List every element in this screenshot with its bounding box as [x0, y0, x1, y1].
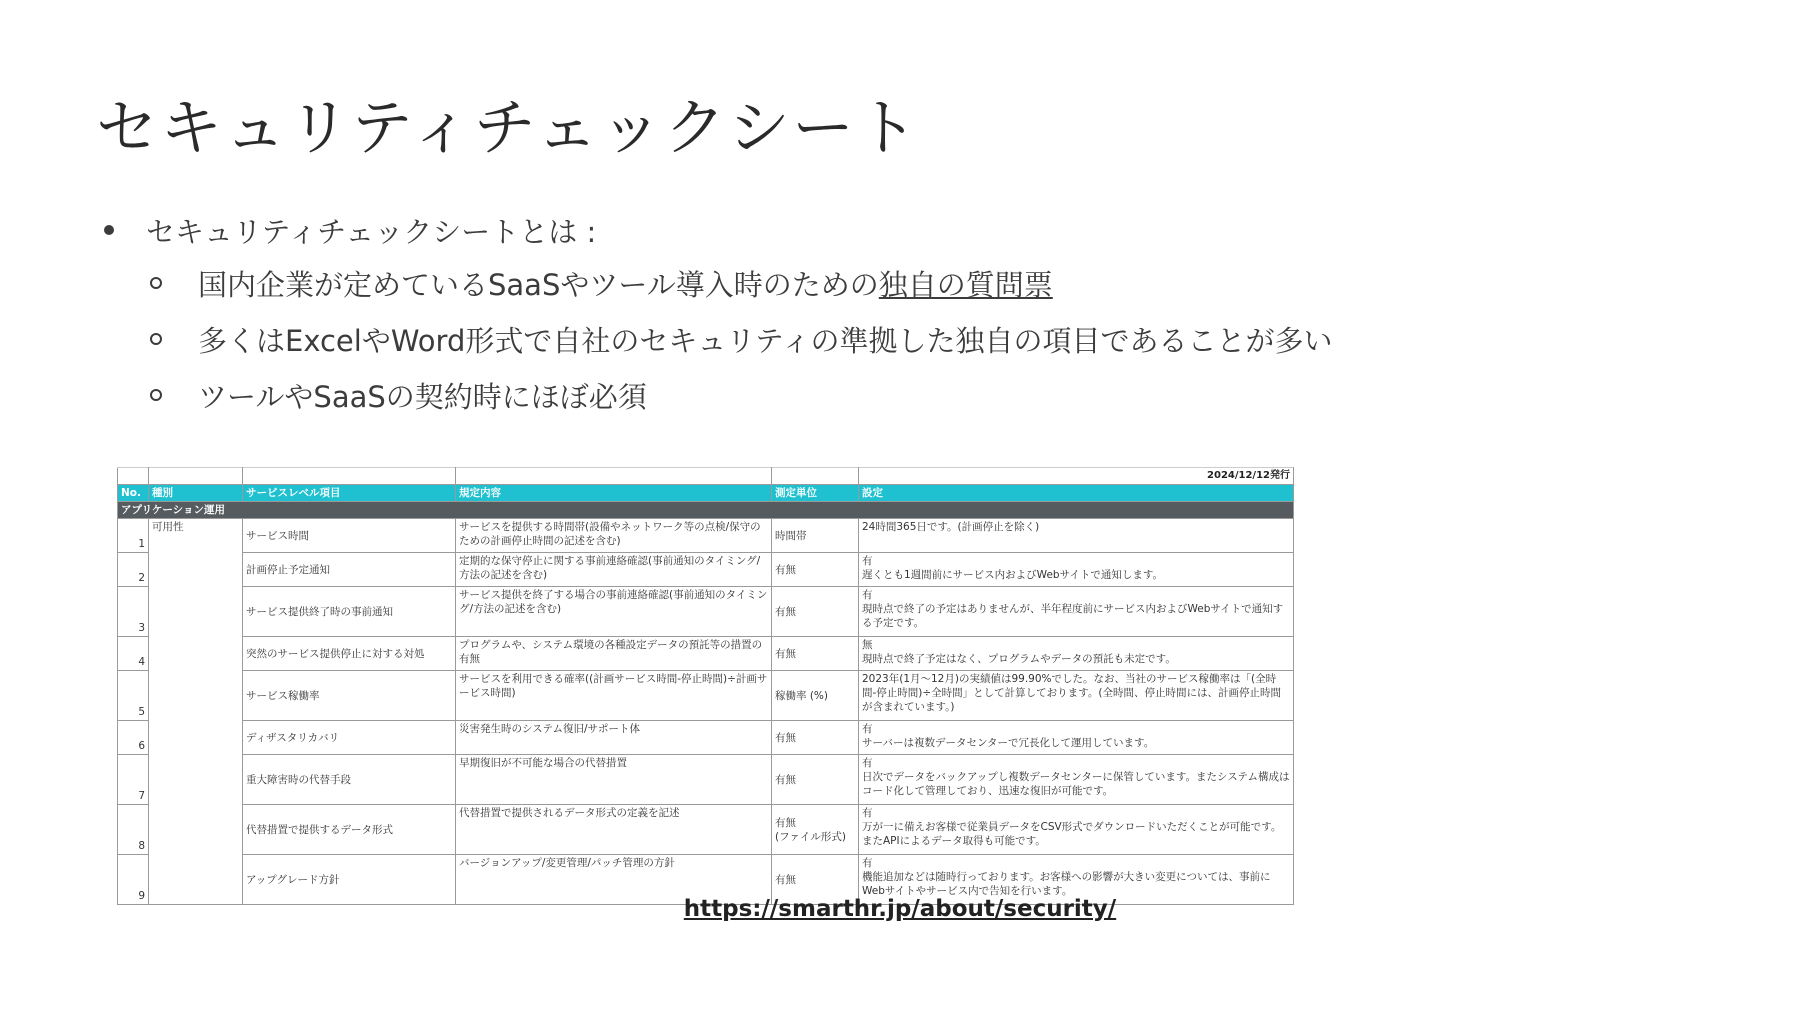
row-number-cell: 6 — [118, 721, 149, 755]
bullet-item — [100, 205, 1700, 255]
category-cell: 可用性 — [149, 519, 243, 905]
description-cell: サービスを提供する時間帯(設備やネットワーク等の点検/保守のための計画停止時間の記述を含む) — [456, 519, 772, 553]
table-row — [118, 637, 1294, 671]
setting-cell: 有 サーバーは複数データセンターで冗長化して運用しています。 — [859, 721, 1294, 755]
description-cell: 定期的な保守停止に関する事前連絡確認(事前通知のタイミング/方法の記述を含む) — [456, 553, 772, 587]
sheet-header-row — [118, 485, 1294, 502]
table-row — [118, 519, 1294, 553]
description-cell: サービスを利用できる確率((計画サービス時間-停止時間)÷計画サービス時間) — [456, 671, 772, 721]
description-cell: バージョンアップ/変更管理/パッチ管理の方針 — [456, 855, 772, 905]
sub-bullet-text: ツールやSaaSの契約時にほぼ必須 — [198, 379, 647, 414]
security-sheet-screenshot — [117, 467, 1293, 902]
setting-cell: 有 万が一に備えお客様で従業員データをCSV形式でダウンロードいただくことが可能です。またAPIによるデータ取得も可能です。 — [859, 805, 1294, 855]
slide-title: セキュリティチェックシート — [96, 91, 920, 164]
header-cell: 設定 — [859, 485, 1294, 502]
row-number-cell: 9 — [118, 855, 149, 905]
setting-cell: 無 現時点で終了予定はなく、プログラムやデータの預託も未定です。 — [859, 637, 1294, 671]
header-cell: No. — [118, 485, 149, 502]
header-cell: 測定単位 — [772, 485, 859, 502]
setting-cell: 有 遅くとも1週間前にサービス内およびWebサイトで通知します。 — [859, 553, 1294, 587]
table-row — [118, 721, 1294, 755]
bullet-text: セキュリティチェックシートとは : — [146, 214, 597, 249]
service-item-cell: サービス提供終了時の事前通知 — [243, 587, 456, 637]
service-item-cell: 重大障害時の代替手段 — [243, 755, 456, 805]
unit-cell: 有無 — [772, 637, 859, 671]
setting-cell: 有 現時点で終了の予定はありませんが、半年程度前にサービス内およびWebサイトで通知する予定です。 — [859, 587, 1294, 637]
row-number-cell: 3 — [118, 587, 149, 637]
description-cell: 災害発生時のシステム復旧/サポート体 — [456, 721, 772, 755]
table-row — [118, 755, 1294, 805]
source-link[interactable]: https://smarthr.jp/about/security/ — [683, 896, 1117, 922]
sub-bullet-text: 多くはExcelやWord形式で自社のセキュリティの準拠した独自の項目であることが多い — [198, 323, 1333, 358]
bullet-dot-icon — [104, 225, 114, 235]
sub-bullet-ring-icon — [150, 277, 162, 289]
security-sheet-table — [117, 467, 1294, 905]
sub-bullet-text: 国内企業が定めているSaaSやツール導入時のための — [198, 267, 879, 302]
sub-bullet-ring-icon — [150, 333, 162, 345]
unit-cell: 有無 — [772, 721, 859, 755]
setting-cell: 24時間365日です。(計画停止を除く) — [859, 519, 1294, 553]
unit-cell: 有無 (ファイル形式) — [772, 805, 859, 855]
issue-date-row — [118, 468, 1294, 485]
sub-bullet-item — [100, 255, 1700, 311]
row-number-cell: 1 — [118, 519, 149, 553]
row-number-cell: 5 — [118, 671, 149, 721]
description-cell: 早期復旧が不可能な場合の代替措置 — [456, 755, 772, 805]
sub-bullet-item — [100, 367, 1700, 423]
setting-cell: 有 日次でデータをバックアップし複数データセンターに保管しています。またシステム構成はコード化して管理しており、迅速な復旧が可能です。 — [859, 755, 1294, 805]
table-row — [118, 805, 1294, 855]
setting-cell: 有 機能追加などは随時行っております。お客様への影響が大きい変更については、事前にWebサイトやサービス内で告知を行います。 — [859, 855, 1294, 905]
service-item-cell: サービス稼働率 — [243, 671, 456, 721]
unit-cell: 稼働率 (%) — [772, 671, 859, 721]
section-row — [118, 502, 1294, 519]
section-title: アプリケーション運用 — [118, 502, 1294, 519]
row-number-cell: 7 — [118, 755, 149, 805]
table-row — [118, 587, 1294, 637]
sub-bullet-underlined-text: 独自の質問票 — [878, 267, 1053, 302]
unit-cell: 時間帯 — [772, 519, 859, 553]
issue-date: 2024/12/12発行 — [859, 468, 1294, 485]
row-number-cell: 8 — [118, 805, 149, 855]
sub-bullet-ring-icon — [150, 389, 162, 401]
service-item-cell: アップグレード方針 — [243, 855, 456, 905]
header-cell: 規定内容 — [456, 485, 772, 502]
setting-cell: 2023年(1月〜12月)の実績値は99.90%でした。なお、当社のサービス稼働率は「(全時間-停止時間)÷全時間」として計算しております。(全時間、停止時間には、計画停止時間が含まれています。) — [859, 671, 1294, 721]
unit-cell: 有無 — [772, 755, 859, 805]
service-item-cell: サービス時間 — [243, 519, 456, 553]
sub-bullet-item — [100, 311, 1700, 367]
service-item-cell: 突然のサービス提供停止に対する対処 — [243, 637, 456, 671]
unit-cell: 有無 — [772, 553, 859, 587]
header-cell: 種別 — [149, 485, 243, 502]
unit-cell: 有無 — [772, 587, 859, 637]
service-item-cell: 計画停止予定通知 — [243, 553, 456, 587]
table-row — [118, 671, 1294, 721]
description-cell: サービス提供を終了する場合の事前連絡確認(事前通知のタイミング/方法の記述を含む) — [456, 587, 772, 637]
row-number-cell: 2 — [118, 553, 149, 587]
table-row — [118, 553, 1294, 587]
description-cell: プログラムや、システム環境の各種設定データの預託等の措置の有無 — [456, 637, 772, 671]
bullet-list — [100, 205, 1700, 423]
unit-cell: 有無 — [772, 855, 859, 905]
description-cell: 代替措置で提供されるデータ形式の定義を記述 — [456, 805, 772, 855]
row-number-cell: 4 — [118, 637, 149, 671]
service-item-cell: ディザスタリカバリ — [243, 721, 456, 755]
header-cell: サービスレベル項目 — [243, 485, 456, 502]
service-item-cell: 代替措置で提供するデータ形式 — [243, 805, 456, 855]
